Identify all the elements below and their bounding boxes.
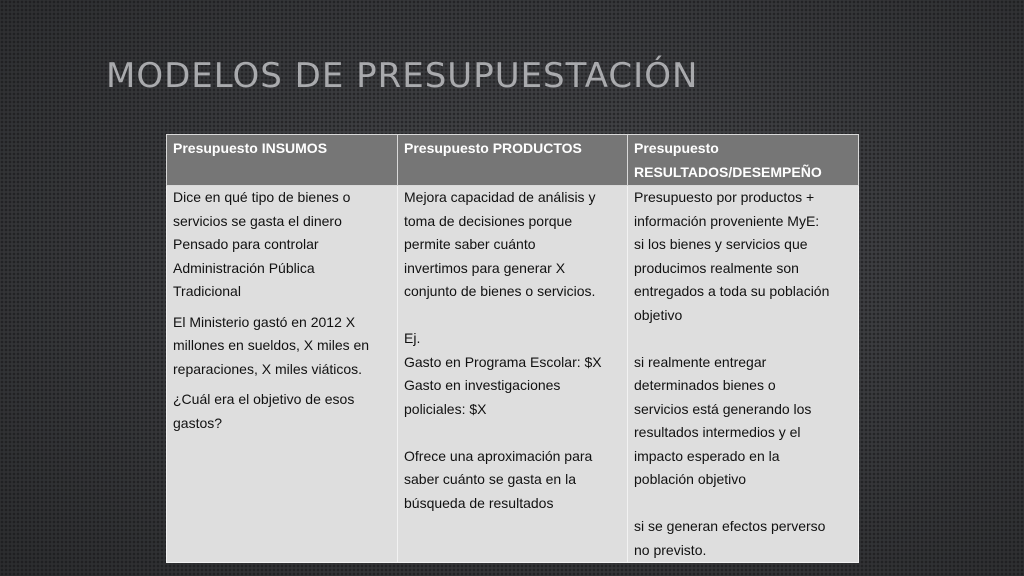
- text-line: si se generan efectos perverso: [634, 518, 826, 534]
- text-line: si los bienes y servicios que: [634, 236, 808, 252]
- text-line: ¿Cuál era el objetivo de esos: [173, 391, 355, 407]
- blank-line: [634, 327, 852, 351]
- header-productos-text: Presupuesto PRODUCTOS: [404, 140, 582, 156]
- text-line: permite saber cuánto: [404, 236, 536, 252]
- text-line: búsqueda de resultados: [404, 494, 554, 511]
- header-resultados: [628, 135, 859, 186]
- header-resultados-line-1: Presupuesto: [634, 140, 719, 156]
- blank-line: [404, 421, 621, 445]
- header-insumos-text: Presupuesto INSUMOS: [173, 140, 328, 156]
- productos-example: [404, 327, 621, 421]
- text-line: Administración Pública: [173, 259, 315, 276]
- text-line: millones en sueldos, X miles en: [173, 337, 370, 353]
- header-resultados-line-2: RESULTADOS/DESEMPEÑO: [634, 163, 822, 180]
- insumos-example: [173, 311, 391, 382]
- text-line: servicios se gasta el dinero: [173, 212, 342, 229]
- text-line: si realmente entregar: [634, 353, 767, 370]
- text-line: policiales: $X: [404, 400, 487, 417]
- text-line: no previsto.: [634, 541, 707, 558]
- resultados-impact: [634, 351, 852, 492]
- text-line: población objetivo: [634, 471, 747, 487]
- text-line: toma de decisiones porque: [404, 212, 573, 229]
- text-line: entregados a toda su población: [634, 283, 830, 299]
- blank-line: [404, 304, 621, 328]
- text-line: Tradicional: [173, 283, 241, 299]
- text-line: Pensado para controlar: [173, 236, 319, 252]
- productos-summary: [404, 445, 621, 516]
- blank-line: [634, 492, 852, 516]
- productos-description: [404, 186, 621, 304]
- text-line: El Ministerio gastó en 2012 X: [173, 313, 356, 330]
- insumos-question: [173, 388, 391, 435]
- table-row: [167, 186, 859, 563]
- cell-productos: [398, 186, 628, 563]
- header-insumos: [167, 135, 398, 186]
- text-line: información proveniente MyE:: [634, 212, 820, 229]
- text-line: Presupuesto por productos +: [634, 189, 815, 205]
- header-productos: [398, 135, 628, 186]
- text-line: impacto esperado en la: [634, 447, 780, 464]
- slide-title: MODELOS DE PRESUPUESTACIÓN: [106, 56, 699, 96]
- text-line: resultados intermedios y el: [634, 424, 801, 440]
- text-line: Gasto en Programa Escolar: $X: [404, 353, 602, 370]
- text-line: Ofrece una aproximación para: [404, 447, 593, 464]
- text-line: Mejora capacidad de análisis y: [404, 189, 596, 205]
- text-line: reparaciones, X miles viáticos.: [173, 360, 363, 377]
- text-line: saber cuánto se gasta en la: [404, 471, 577, 487]
- text-line: gastos?: [173, 414, 223, 431]
- text-line: determinados bienes o: [634, 377, 776, 393]
- text-line: producimos realmente son: [634, 259, 799, 276]
- table-header-row: [167, 135, 859, 186]
- text-line: Dice en qué tipo de bienes o: [173, 189, 351, 205]
- cell-resultados: [628, 186, 859, 563]
- budget-models-table: [166, 134, 859, 563]
- text-line: Gasto en investigaciones: [404, 377, 561, 393]
- text-line: conjunto de bienes o servicios.: [404, 283, 596, 299]
- cell-insumos: [167, 186, 398, 563]
- text-line: invertimos para generar X: [404, 259, 566, 276]
- text-line: objetivo: [634, 306, 683, 323]
- text-line: servicios está generando los: [634, 400, 812, 417]
- resultados-effects: [634, 515, 852, 562]
- text-line: Ej.: [404, 330, 421, 346]
- resultados-description: [634, 186, 852, 327]
- insumos-description: [173, 186, 391, 304]
